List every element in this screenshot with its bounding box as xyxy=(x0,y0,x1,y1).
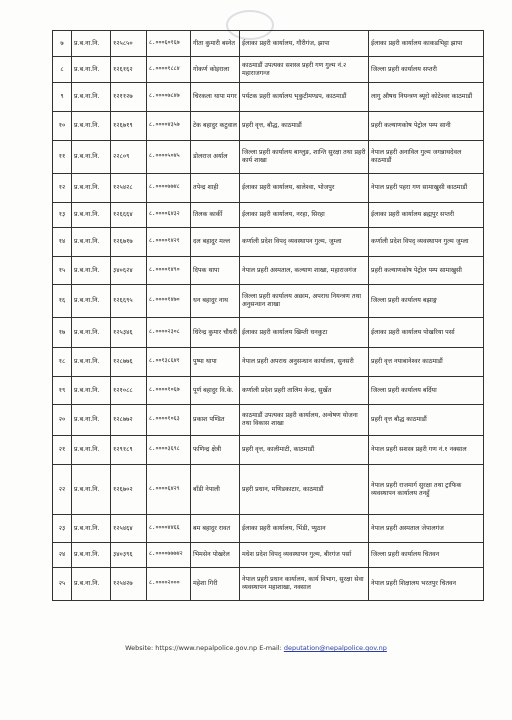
rank-cell: प्र.ब.ना.नि. xyxy=(72,257,111,285)
police-id-cell: १२६१६२ xyxy=(111,57,147,83)
employee-code-cell: ८.००००१४७० xyxy=(147,285,191,318)
employee-code-cell: ८.००००१०६३ xyxy=(147,405,191,436)
rank-cell: प्र.ब.ना.नि. xyxy=(72,436,111,465)
current-office-cell: ईलाका प्रहरी कार्यालय, नरहा, सिरहा xyxy=(240,203,369,228)
employee-code-cell: ८.०००६०१६७ xyxy=(147,31,191,57)
current-office-cell: ईलाका प्रहरी कार्यालय खिम्ती धनकुटा xyxy=(240,318,369,348)
serial-cell: १९ xyxy=(53,377,72,405)
employee-code-cell: ८.००००७७७४२ xyxy=(147,543,191,568)
serial-cell: २१ xyxy=(53,436,72,465)
new-office-cell: नेपाल प्रहरी सशस्त्र प्रहरी गण नं.१ नक्साल xyxy=(369,436,484,465)
name-cell: तपेन्द्र शाही xyxy=(191,174,240,203)
police-id-cell: १२५४६४ xyxy=(111,515,147,543)
name-cell: महेशा गिरी xyxy=(191,568,240,601)
rank-cell: प्र.ब.ना.नि. xyxy=(72,83,111,112)
serial-cell: २४ xyxy=(53,543,72,568)
table-row xyxy=(53,465,484,515)
employee-code-cell: ८.००००२००० xyxy=(147,568,191,601)
new-office-cell: नेपाल प्रहरी पहरा गण सामाखुसी काठमाडौं xyxy=(369,174,484,203)
table-row xyxy=(53,203,484,228)
rank-cell: प्र.ब.ना.नि. xyxy=(72,112,111,141)
table-row xyxy=(53,257,484,285)
email-label: E-mail: xyxy=(257,644,284,652)
name-cell: बाँडी नेपाली xyxy=(191,465,240,515)
serial-cell: १३ xyxy=(53,203,72,228)
current-office-cell: प्रहरी वृत्त, कालीमाटी, काठमाडौं xyxy=(240,436,369,465)
new-office-cell: नेपाल प्रहरी शिक्षालय भरतपुर चितवन xyxy=(369,568,484,601)
current-office-cell: कर्णाली प्रदेश विपद् व्यवस्थापन गुल्म, जुम्ला xyxy=(240,228,369,257)
police-id-cell: १२१०८८ xyxy=(111,377,147,405)
current-office-cell: पर्यटक प्रहरी कार्यालय भृकुटीमण्डप, काठमाडौं xyxy=(240,83,369,112)
police-id-cell: १२६६९५ xyxy=(111,285,147,318)
serial-cell: १८ xyxy=(53,348,72,377)
serial-cell: ९ xyxy=(53,83,72,112)
current-office-cell: जिल्ला प्रहरी कार्यालय बाग्लुङ, शान्ति सुरक्षा तथा प्रहरी कार्य शाखा xyxy=(240,141,369,174)
serial-cell: २५ xyxy=(53,568,72,601)
current-office-cell: जिल्ला प्रहरी कार्यालय अछाम, अपराध नियन्त्रण तथा अनुसन्धान शाखा xyxy=(240,285,369,318)
table-row xyxy=(53,285,484,318)
police-id-cell: १२६७१७ xyxy=(111,228,147,257)
serial-cell: २० xyxy=(53,405,72,436)
current-office-cell: काठमाडौं उपत्यका सशस्त्र प्रहरी गण गुल्म नं.२ महाराजगन्ज xyxy=(240,57,369,83)
employee-code-cell: ८.००००७७४८ xyxy=(147,174,191,203)
new-office-cell: प्रहरी वृत्त बौद्ध काठमाडौं xyxy=(369,405,484,436)
serial-cell: १२ xyxy=(53,174,72,203)
new-office-cell: नेपाल प्रहरी राजमार्ग सुरक्षा तथा ट्राफिक व्यवस्थापन कार्यालय तनहुँ xyxy=(369,465,484,515)
table-body xyxy=(53,31,484,601)
name-cell: तिलक कार्की xyxy=(191,203,240,228)
current-office-cell: नेपाल प्रहरी प्रधान कार्यालय, कार्य विभाग, सुरक्षा सेवा व्यवस्थापन महाशाखा, नक्साल xyxy=(240,568,369,601)
employee-code-cell: ८.००१३८६४१ xyxy=(147,348,191,377)
name-cell: गोकर्ण कोइराला xyxy=(191,57,240,83)
name-cell: धिरेन्द्र कुमार चौधरी xyxy=(191,318,240,348)
table-row xyxy=(53,174,484,203)
table-row xyxy=(53,348,484,377)
rank-cell: प्र.ब.ना.नि. xyxy=(72,318,111,348)
current-office-cell: ईलाका प्रहरी कार्यालय, बालेश्वा, भोजपुर xyxy=(240,174,369,203)
name-cell: डोलराज अर्याल xyxy=(191,141,240,174)
police-id-cell: ३४०६२४ xyxy=(111,257,147,285)
name-cell: पुष्पा थापा xyxy=(191,348,240,377)
police-id-cell: १२६७०२ xyxy=(111,465,147,515)
employee-code-cell: ८.००००३६९८ xyxy=(147,436,191,465)
serial-cell: १७ xyxy=(53,318,72,348)
new-office-cell: प्रहरी कल्याणकोष पेट्रोल पम्प सानी xyxy=(369,112,484,141)
name-cell: फणिन्द्र क्षेत्री xyxy=(191,436,240,465)
new-office-cell: नेपाल प्रहरी अनाविल गुल्म जगन्नाथदेवल काठमाडौं xyxy=(369,141,484,174)
police-id-cell: १२५४२७ xyxy=(111,568,147,601)
name-cell: भिमसेन पोखरेल xyxy=(191,543,240,568)
police-id-cell: १२५४२८ xyxy=(111,174,147,203)
police-id-cell: १२६७१९ xyxy=(111,112,147,141)
serial-cell: २३ xyxy=(53,515,72,543)
current-office-cell: कर्णाली प्रदेश प्रहरी तालिम केन्द्र, सुर्खेत xyxy=(240,377,369,405)
police-id-cell: ३४०३९६ xyxy=(111,543,147,568)
serial-cell: १५ xyxy=(53,257,72,285)
rank-cell: प्र.ब.ना.नि. xyxy=(72,285,111,318)
new-office-cell: कर्णाली प्रदेश विपद् व्यवस्थापन गुल्म जुम्ला xyxy=(369,228,484,257)
name-cell: गीता कुमारी बस्नेत xyxy=(191,31,240,57)
new-office-cell: ईलाका प्रहरी कार्यालय ब्रह्मपुर सप्तरी xyxy=(369,203,484,228)
current-office-cell: ईलाका प्रहरी कार्यालय, भिंडी, प्युठान xyxy=(240,515,369,543)
serial-cell: ७ xyxy=(53,31,72,57)
rank-cell: प्र.ब.ना.नि. xyxy=(72,543,111,568)
rank-cell: प्र.ब.ना.नि. xyxy=(72,141,111,174)
serial-cell: ८ xyxy=(53,57,72,83)
name-cell: पूर्ण बहादुर वि.के. xyxy=(191,377,240,405)
serial-cell: १० xyxy=(53,112,72,141)
table-row xyxy=(53,57,484,83)
police-id-cell: १२६६६४ xyxy=(111,203,147,228)
name-cell: टेक बहादुर कटुवाल xyxy=(191,112,240,141)
current-office-cell: प्रहरी प्रधान, मणिडकाटार, काठमाडौं xyxy=(240,465,369,515)
new-office-cell: जिल्ला प्रहरी कार्यालय सप्तरी xyxy=(369,57,484,83)
table-row xyxy=(53,318,484,348)
name-cell: बम बहादुर रावत xyxy=(191,515,240,543)
police-id-cell: १२५८५० xyxy=(111,31,147,57)
rank-cell: प्र.ब.ना.नि. xyxy=(72,348,111,377)
current-office-cell: प्रहरी वृत्त, बौद्ध, काठमाडौं xyxy=(240,112,369,141)
new-office-cell: प्रहरी वृत्त नयाबानेश्वर काठमाडौं xyxy=(369,348,484,377)
new-office-cell: प्रहरी कल्याणकोष पेट्रोल पम्प सामाखुसी xyxy=(369,257,484,285)
police-id-cell: १२५३४६ xyxy=(111,318,147,348)
table-row xyxy=(53,377,484,405)
employee-code-cell: ८.००००५०४५ xyxy=(147,141,191,174)
new-office-cell: ईलाका प्रहरी कार्यालय काकडभिट्टा झापा xyxy=(369,31,484,57)
employee-code-cell: ८.००००४४६६ xyxy=(147,515,191,543)
employee-code-cell: ८.००००६४३२ xyxy=(147,203,191,228)
employee-code-cell: ८.००००१०६७ xyxy=(147,377,191,405)
rank-cell: प्र.ब.ना.नि. xyxy=(72,57,111,83)
employee-code-cell: ८.००००४३५७ xyxy=(147,112,191,141)
police-id-cell: १२८७७६ xyxy=(111,348,147,377)
table-row xyxy=(53,543,484,568)
new-office-cell: जिल्ला प्रहरी कार्यालय चितवन xyxy=(369,543,484,568)
police-id-cell: १२११२७ xyxy=(111,83,147,112)
table-row xyxy=(53,436,484,465)
transfer-table xyxy=(52,30,484,601)
employee-code-cell: ८.००००१४९० xyxy=(147,257,191,285)
name-cell: दल बहादुर मल्ल xyxy=(191,228,240,257)
employee-code-cell: ८.००००६४२९ xyxy=(147,465,191,515)
table-row xyxy=(53,112,484,141)
table-row xyxy=(53,568,484,601)
current-office-cell: काठमाडौं उपत्यका प्रहरी कार्यालय, अन्वेषण योजना तथा विकास शाखा xyxy=(240,405,369,436)
employee-code-cell: ८.००००७८४७ xyxy=(147,83,191,112)
new-office-cell: नेपाल प्रहरी अस्पताल जेपालगंज xyxy=(369,515,484,543)
table-row xyxy=(53,228,484,257)
rank-cell: प्र.ब.ना.नि. xyxy=(72,203,111,228)
rank-cell: प्र.ब.ना.नि. xyxy=(72,465,111,515)
name-cell: चिरकला थापा मगर xyxy=(191,83,240,112)
name-cell: धन बहादुर नाथ xyxy=(191,285,240,318)
name-cell: दिपक थापा xyxy=(191,257,240,285)
current-office-cell: नेपाल प्रहरी अपराध अनुसन्धान कार्यालय, सुनसरी xyxy=(240,348,369,377)
police-id-cell: १२८७७२ xyxy=(111,405,147,436)
rank-cell: प्र.ब.ना.नि. xyxy=(72,174,111,203)
rank-cell: प्र.ब.ना.नि. xyxy=(72,228,111,257)
rank-cell: प्र.ब.ना.नि. xyxy=(72,515,111,543)
employee-code-cell: ८.००००१४२१ xyxy=(147,228,191,257)
email-link[interactable]: deputation@nepalpolice.gov.np xyxy=(283,644,387,652)
new-office-cell: जिल्ला प्रहरी कार्यालय बझाङ्ग xyxy=(369,285,484,318)
rank-cell: प्र.ब.ना.नि. xyxy=(72,405,111,436)
website-link[interactable]: https://www.nepalpolice.gov.np xyxy=(155,644,258,652)
table-row xyxy=(53,31,484,57)
website-label: Website: xyxy=(125,644,156,652)
current-office-cell: नेपाल प्रहरी अस्पताल, कल्याण शाखा, महाराजगंज xyxy=(240,257,369,285)
police-id-cell: १२९१८९ xyxy=(111,436,147,465)
new-office-cell: जिल्ला प्रहरी कार्यालय बर्दिया xyxy=(369,377,484,405)
table-row xyxy=(53,515,484,543)
employee-code-cell: ८.००००२३०८ xyxy=(147,318,191,348)
new-office-cell: ईलाका प्रहरी कार्यालय पोखरिया पर्सा xyxy=(369,318,484,348)
employee-code-cell: ८.००००१८८४ xyxy=(147,57,191,83)
table-row xyxy=(53,405,484,436)
current-office-cell: मधेश प्रदेश विपद् व्यवस्थापन गुल्म, बीरगंज पर्सा xyxy=(240,543,369,568)
new-office-cell: लागु औषध नियन्त्रण ब्यूरो कोटेश्वर काठमाडौं xyxy=(369,83,484,112)
rank-cell: प्र.ब.ना.नि. xyxy=(72,568,111,601)
police-id-cell: २२८०९ xyxy=(111,141,147,174)
page-footer xyxy=(0,644,512,652)
table-row xyxy=(53,83,484,112)
rank-cell: प्र.ब.ना.नि. xyxy=(72,377,111,405)
serial-cell: ११ xyxy=(53,141,72,174)
serial-cell: १६ xyxy=(53,285,72,318)
rank-cell: प्र.ब.ना.नि. xyxy=(72,31,111,57)
serial-cell: १४ xyxy=(53,228,72,257)
current-office-cell: ईलाका प्रहरी कार्यालय, गौरीगंज, झापा xyxy=(240,31,369,57)
name-cell: प्रकाश पण्डित xyxy=(191,405,240,436)
serial-cell: २२ xyxy=(53,465,72,515)
table-row xyxy=(53,141,484,174)
